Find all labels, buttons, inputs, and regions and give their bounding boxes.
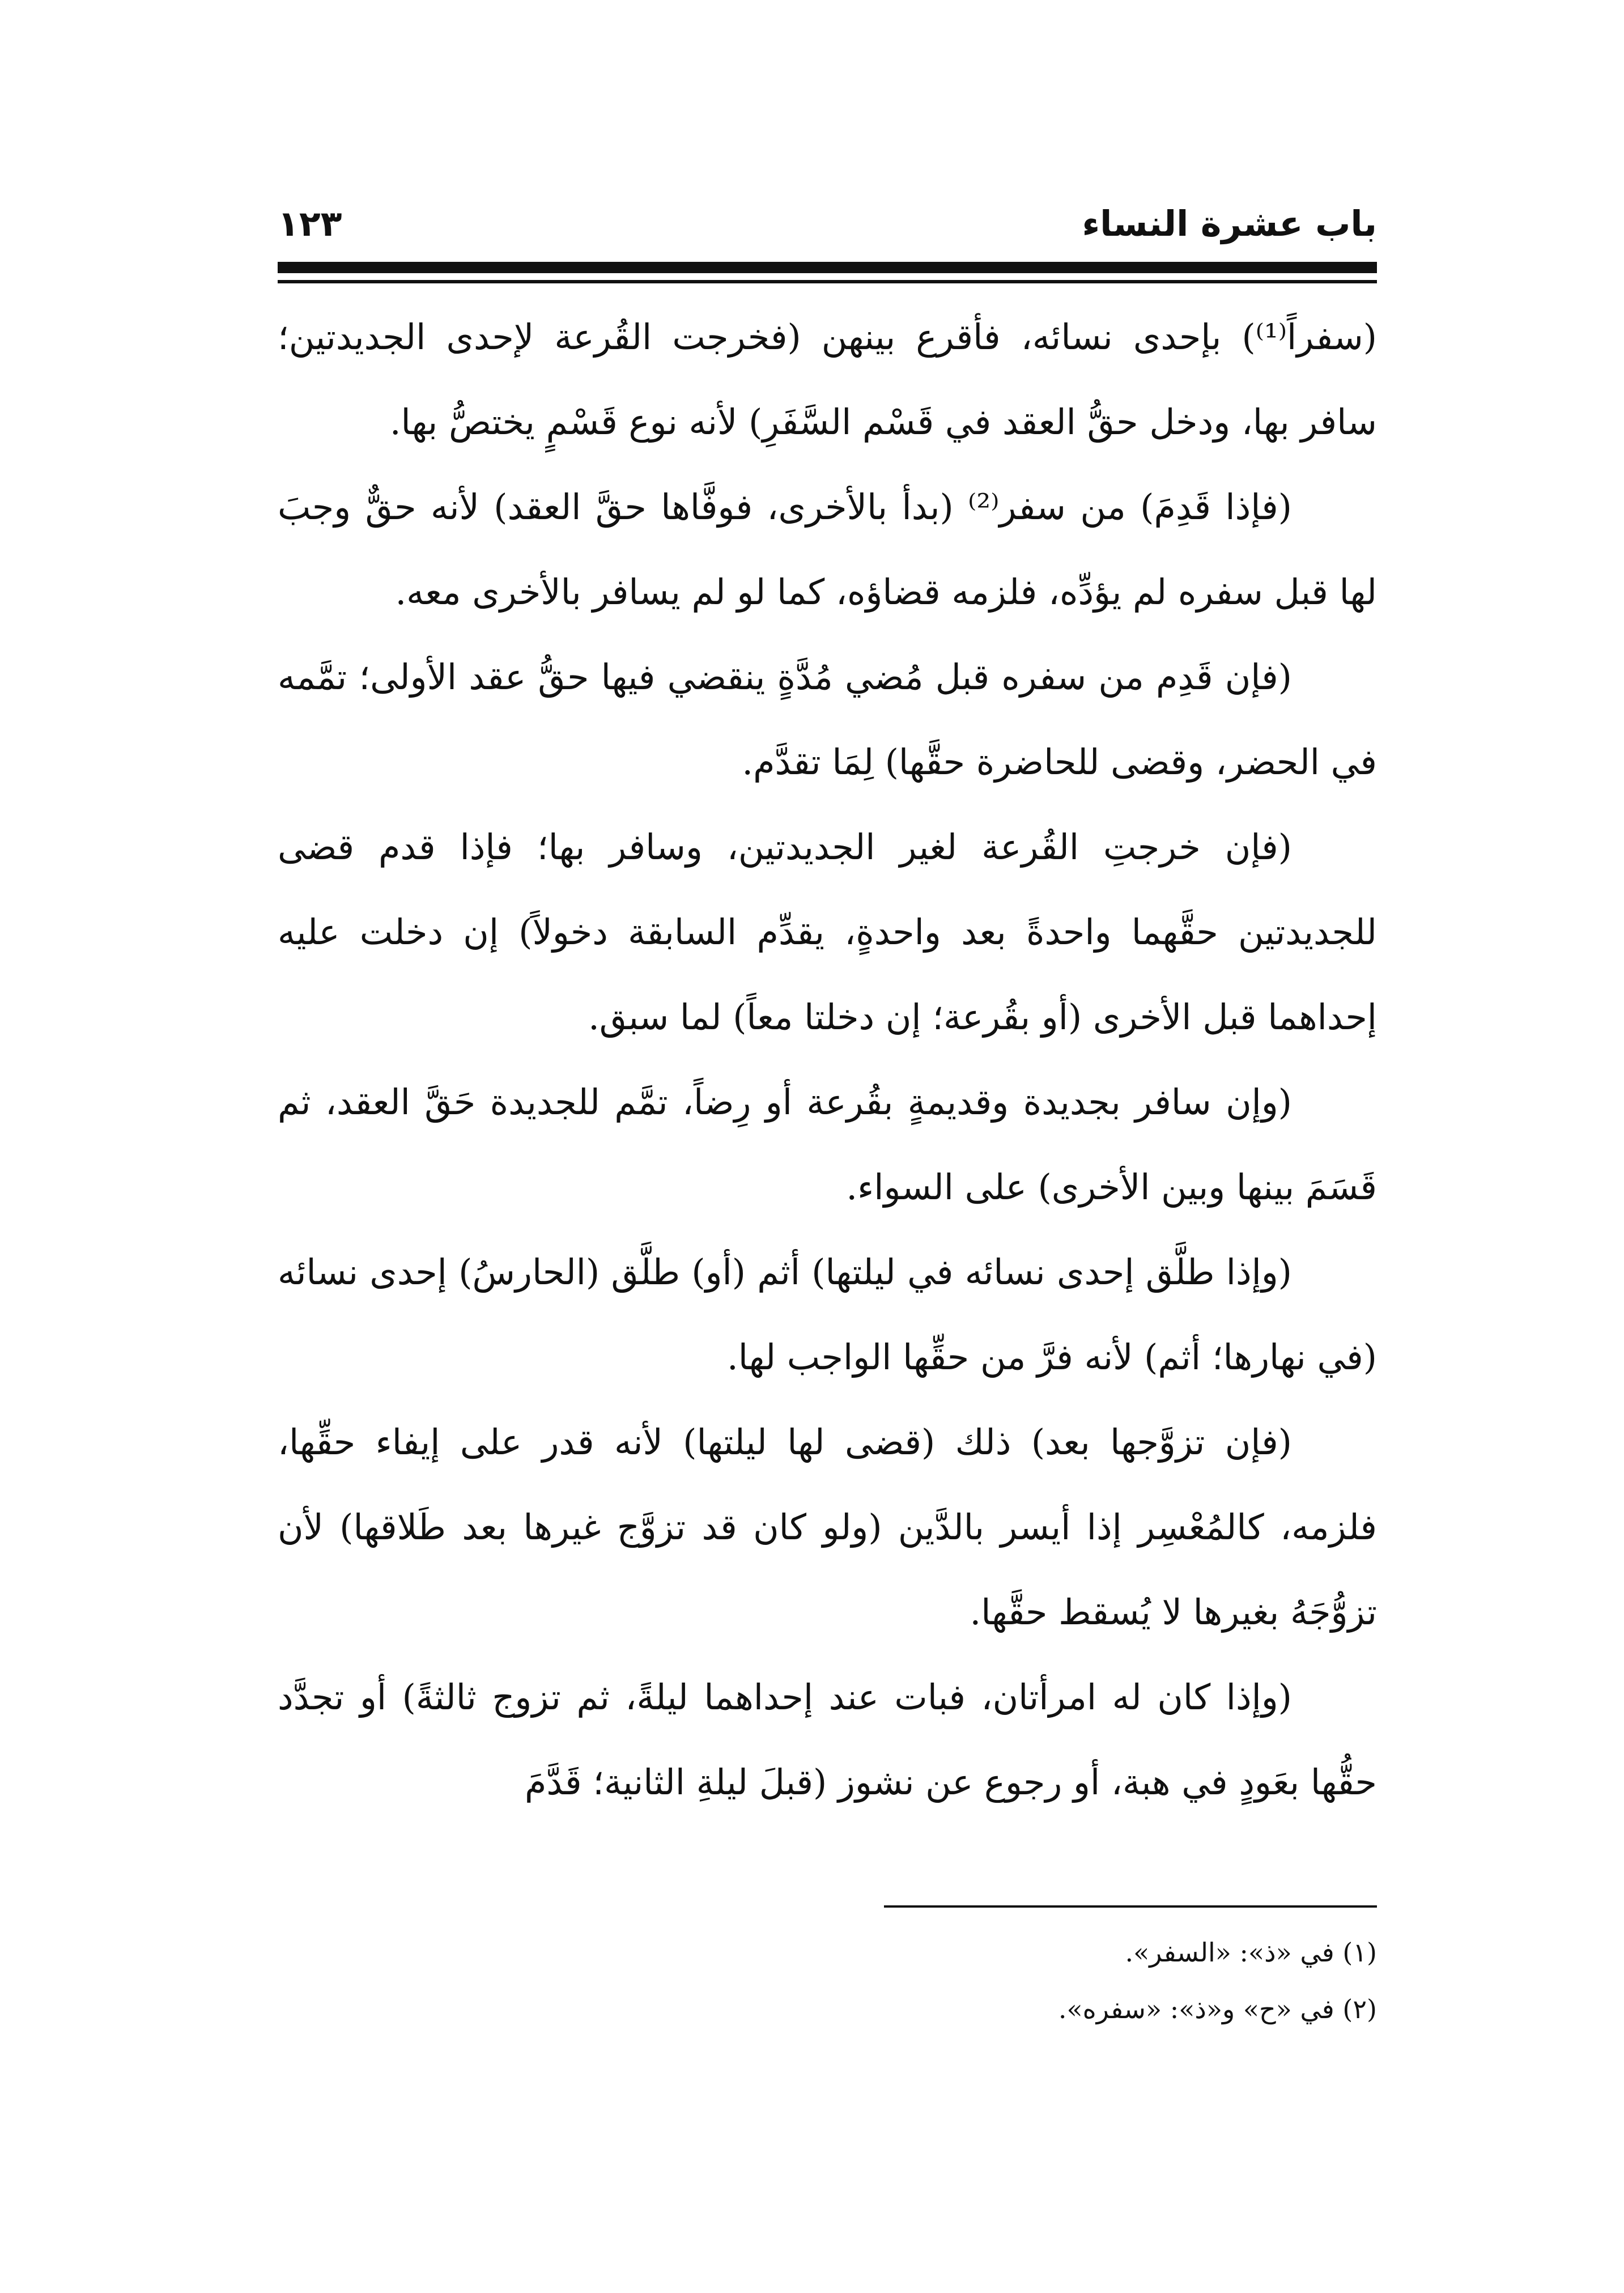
paragraph: (فإن تزوَّجها بعد) ذلك (قضى لها ليلتها) لأنه قدر على إيفاء حقِّها، فلزمه، كالمُعْسِر إذا أيسر بالدَّين (ولو كان قد تزوَّج غيرها بعد طَلاقها) لأن تزوُّجَهُ بغيرها لا يُسقط حقَّها. [278, 1421, 1377, 1633]
footnotes [850, 1924, 1377, 2037]
paragraph: (فإن قَدِم من سفره قبل مُضي مُدَّةٍ ينقضي فيها حقُّ عقد الأولى؛ تمَّمه في الحضر، وقضى للحاضرة حقَّها) لِمَا تقدَّم. [278, 656, 1377, 783]
footnote: (٢) في «ح» و«ذ»: «سفره». [1058, 1994, 1377, 2024]
paragraph: (وإن سافر بجديدة وقديمةٍ بقُرعة أو رِضاً، تمَّم للجديدة حَقَّ العقد، ثم قَسَمَ بينها وبين الأخرى) على السواء. [278, 1081, 1377, 1208]
paragraph: (فإن خرجتِ القُرعة لغير الجديدتين، وسافر بها؛ فإذا قدم قضى للجديدتين حقَّهما واحدةً بعد واحدةٍ، يقدِّم السابقة دخولاً) إن دخلت عليه إحداهما قبل الأخرى (أو بقُرعة؛ إن دخلتا معاً) لما سبق. [278, 826, 1377, 1038]
page-header [278, 187, 1377, 261]
footnote-separator [884, 1905, 1377, 1908]
main-text [278, 295, 1377, 1825]
paragraph: (فإذا قَدِمَ) من سفر⁽²⁾ (بدأ بالأخرى، فوفَّاها حقَّ العقد) لأنه حقٌّ وجبَ لها قبل سفره لم يؤدِّه، فلزمه قضاؤه، كما لو لم يسافر بالأخرى معه. [278, 486, 1377, 613]
header-rule-thin [278, 280, 1377, 283]
paragraph: (سفراً⁽¹⁾) بإحدى نسائه، فأقرع بينهن (فخرجت القُرعة لإحدى الجديدتين؛ سافر بها، ودخل حقُّ العقد في قَسْم السَّفَرِ) لأنه نوع قَسْمٍ يختصُّ بها. [278, 316, 1377, 443]
page-number: ١٢٣ [278, 203, 342, 244]
paragraph: (وإذا طلَّق إحدى نسائه في ليلتها) أثم (أو) طلَّق (الحارسُ) إحدى نسائه (في نهارها؛ أثم) لأنه فرَّ من حقِّها الواجب لها. [278, 1251, 1377, 1378]
paragraph: (وإذا كان له امرأتان، فبات عند إحداهما ليلةً، ثم تزوج ثالثةً) أو تجدَّد حقُّها بعَودٍ في هبة، أو رجوع عن نشوز (قبلَ ليلةِ الثانية؛ قَدَّمَ [278, 1676, 1377, 1803]
header-rule-thick [278, 262, 1377, 273]
running-title: باب عشرة النساء [1082, 203, 1377, 244]
footnote: (١) في «ذ»: «السفر». [1125, 1937, 1377, 1968]
